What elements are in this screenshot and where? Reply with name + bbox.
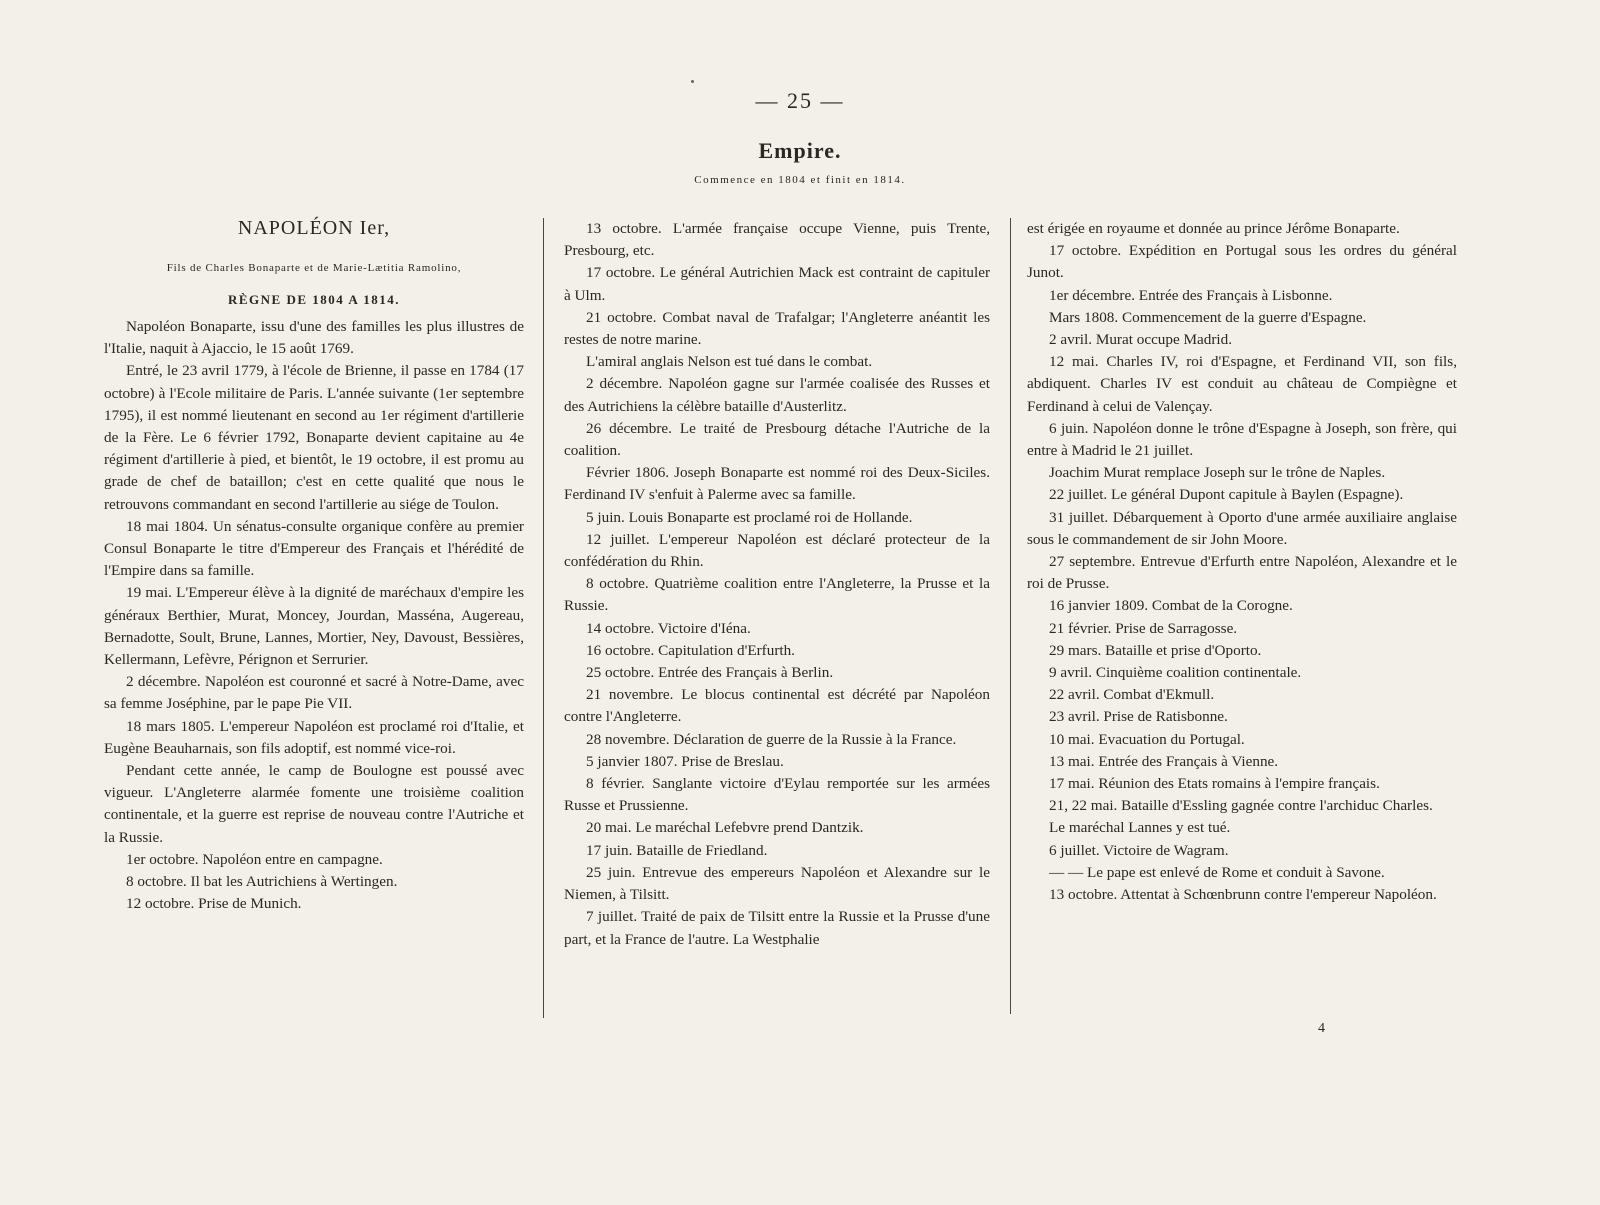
monarch-heading: NAPOLÉON Ier,: [237, 217, 391, 239]
page-subtitle: Commence en 1804 et finit en 1814.: [694, 174, 906, 186]
paragraph: 26 décembre. Le traité de Presbourg détache l'Autriche de la coalition.: [564, 419, 990, 460]
reign-dates: RÈGNE DE 1804 A 1814.: [228, 292, 400, 307]
paragraph: L'amiral anglais Nelson est tué dans le combat.: [586, 353, 873, 371]
paragraph: 21, 22 mai. Bataille d'Essling gagnée contre l'archiduc Charles.: [1049, 797, 1433, 815]
paragraph: 12 mai. Charles IV, roi d'Espagne, et Ferdinand VII, son fils, abdiquent. Charles IV est conduit au château de Compiègne et Ferdinand à celui de Valençay.: [1027, 353, 1457, 415]
page-title: Empire.: [758, 138, 842, 163]
paragraph: 1er décembre. Entrée des Français à Lisbonne.: [1049, 286, 1333, 304]
paragraph: Février 1806. Joseph Bonaparte est nommé roi des Deux-Siciles. Ferdinand IV s'enfuit à Palerme avec sa famille.: [564, 464, 990, 504]
paragraph: 18 mars 1805. L'empereur Napoléon est proclamé roi d'Italie, et Eugène Beauharnais, son fils adoptif, est nommé vice-roi.: [104, 717, 524, 757]
paragraph: 16 octobre. Capitulation d'Erfurth.: [586, 641, 795, 659]
text-column-2: [564, 218, 990, 951]
paragraph: 13 octobre. L'armée française occupe Vienne, puis Trente, Presbourg, etc.: [564, 220, 990, 260]
paragraph: 19 mai. L'Empereur élève à la dignité de maréchaux d'empire les généraux Berthier, Murat, Moncey, Jourdan, Masséna, Augereau, Bernadotte, Soult, Brune, Lannes, Mortier, Ney, Davoust, Bessières, Kellermann, Lefèvre, Pérignon et Serrurier.: [104, 584, 524, 669]
paragraph: 8 octobre. Il bat les Autrichiens à Wertingen.: [126, 873, 398, 891]
paragraph: 16 janvier 1809. Combat de la Corogne.: [1049, 597, 1293, 615]
page-number: — 25 —: [755, 88, 845, 113]
text-column-1: [104, 316, 524, 915]
paragraph: 13 octobre. Attentat à Schœnbrunn contre l'empereur Napoléon.: [1049, 886, 1437, 904]
paragraph: 17 juin. Bataille de Friedland.: [586, 841, 768, 859]
paragraph: 31 juillet. Débarquement à Oporto d'une armée auxiliaire anglaise sous le commandement de sir John Moore.: [1027, 508, 1457, 548]
paragraph: 20 mai. Le maréchal Lefebvre prend Dantzik.: [586, 819, 864, 837]
paragraph: 8 février. Sanglante victoire d'Eylau remportée sur les armées Russe et Prussienne.: [564, 775, 990, 815]
paragraph: 27 septembre. Entrevue d'Erfurth entre Napoléon, Alexandre et le roi de Prusse.: [1027, 553, 1457, 593]
paragraph: 18 mai 1804. Un sénatus-consulte organique confère au premier Consul Bonaparte le titre d'Empereur des Français et l'hérédité de l'Empire dans sa famille.: [104, 517, 524, 580]
paragraph: 25 juin. Entrevue des empereurs Napoléon et Alexandre sur le Niemen, à Tilsitt.: [564, 863, 990, 904]
paragraph: 17 octobre. Expédition en Portugal sous les ordres du général Junot.: [1027, 242, 1457, 282]
paragraph: 25 octobre. Entrée des Français à Berlin.: [586, 664, 834, 682]
paragraph: 7 juillet. Traité de paix de Tilsitt entre la Russie et la Prusse d'une part, et la France de l'autre. La Westphalie: [564, 908, 990, 948]
column-divider-right: [1010, 218, 1011, 1014]
paragraph: Pendant cette année, le camp de Boulogne est poussé avec vigueur. L'Angleterre alarmée fomente une troisième coalition continentale, et la guerre est reprise de nouveau contre l'Autriche et la Russie.: [104, 762, 524, 846]
paragraph: Napoléon Bonaparte, issu d'une des familles les plus illustres de l'Italie, naquit à Ajaccio, le 15 août 1769.: [104, 318, 524, 358]
paragraph: 10 mai. Evacuation du Portugal.: [1049, 730, 1245, 748]
paragraph: 22 avril. Combat d'Ekmull.: [1049, 686, 1215, 704]
paragraph: 5 janvier 1807. Prise de Breslau.: [586, 752, 784, 770]
paragraph: 6 juillet. Victoire de Wagram.: [1049, 841, 1229, 859]
paragraph: 21 octobre. Combat naval de Trafalgar; l'Angleterre anéantit les restes de notre marine.: [564, 308, 990, 349]
paragraph: 6 juin. Napoléon donne le trône d'Espagne à Joseph, son frère, qui entre à Madrid le 21 juillet.: [1027, 419, 1457, 460]
paragraph: 14 octobre. Victoire d'Iéna.: [586, 619, 751, 637]
paragraph: 2 avril. Murat occupe Madrid.: [1049, 331, 1233, 349]
paragraph: 1er octobre. Napoléon entre en campagne.: [126, 850, 383, 868]
paragraph: Joachim Murat remplace Joseph sur le trône de Naples.: [1049, 464, 1386, 482]
ink-speck: [691, 80, 694, 83]
paragraph: 22 juillet. Le général Dupont capitule à Baylen (Espagne).: [1049, 486, 1404, 504]
paragraph: 2 décembre. Napoléon est couronné et sacré à Notre-Dame, avec sa femme Joséphine, par le pape Pie VII.: [104, 673, 524, 713]
paragraph: 12 juillet. L'empereur Napoléon est déclaré protecteur de la confédération du Rhin.: [564, 530, 990, 571]
paragraph: 9 avril. Cinquième coalition continentale.: [1049, 664, 1302, 682]
paragraph: 21 février. Prise de Sarragosse.: [1049, 619, 1238, 637]
paragraph: 21 novembre. Le blocus continental est décrété par Napoléon contre l'Angleterre.: [564, 686, 990, 726]
text-column-3: [1027, 218, 1457, 906]
paragraph: — — Le pape est enlevé de Rome et conduit à Savone.: [1049, 863, 1385, 881]
paragraph-continued: est érigée en royaume et donnée au prince Jérôme Bonaparte.: [1027, 220, 1400, 237]
paragraph: 2 décembre. Napoléon gagne sur l'armée coalisée des Russes et des Autrichiens la célèbre bataille d'Austerlitz.: [564, 375, 990, 415]
paragraph: 17 octobre. Le général Autrichien Mack est contraint de capituler à Ulm.: [564, 264, 990, 304]
signature-mark: 4: [1318, 1021, 1325, 1036]
column-divider-left: [543, 218, 544, 1018]
paragraph: Mars 1808. Commencement de la guerre d'Espagne.: [1049, 308, 1367, 326]
paragraph: 17 mai. Réunion des Etats romains à l'empire français.: [1049, 775, 1380, 793]
paragraph: 5 juin. Louis Bonaparte est proclamé roi de Hollande.: [586, 508, 913, 526]
paragraph: Le maréchal Lannes y est tué.: [1049, 819, 1231, 837]
paragraph: 12 octobre. Prise de Munich.: [126, 895, 302, 913]
paragraph: 29 mars. Bataille et prise d'Oporto.: [1049, 641, 1262, 659]
monarch-parentage: Fils de Charles Bonaparte et de Marie-Lætitia Ramolino,: [166, 262, 462, 274]
paragraph: 23 avril. Prise de Ratisbonne.: [1049, 708, 1228, 726]
paragraph: 8 octobre. Quatrième coalition entre l'Angleterre, la Prusse et la Russie.: [564, 575, 990, 615]
paragraph: 28 novembre. Déclaration de guerre de la Russie à la France.: [586, 730, 957, 748]
paragraph: Entré, le 23 avril 1779, à l'école de Brienne, il passe en 1784 (17 octobre) à l'Ecole militaire de Paris. L'année suivante (1er septembre 1795), il est nommé lieutenant en second au 1er régiment d'artillerie de la Fère. Le 6 février 1792, Bonaparte devient capitaine au 4e régiment d'artillerie à pied, et bientôt, le 19 octobre, il est promu au grade de chef de bataillon; c'est en cette qualité que nous le retrouvons commandant en second l'artillerie au siége de Toulon.: [104, 362, 524, 513]
paragraph: 13 mai. Entrée des Français à Vienne.: [1049, 752, 1279, 770]
